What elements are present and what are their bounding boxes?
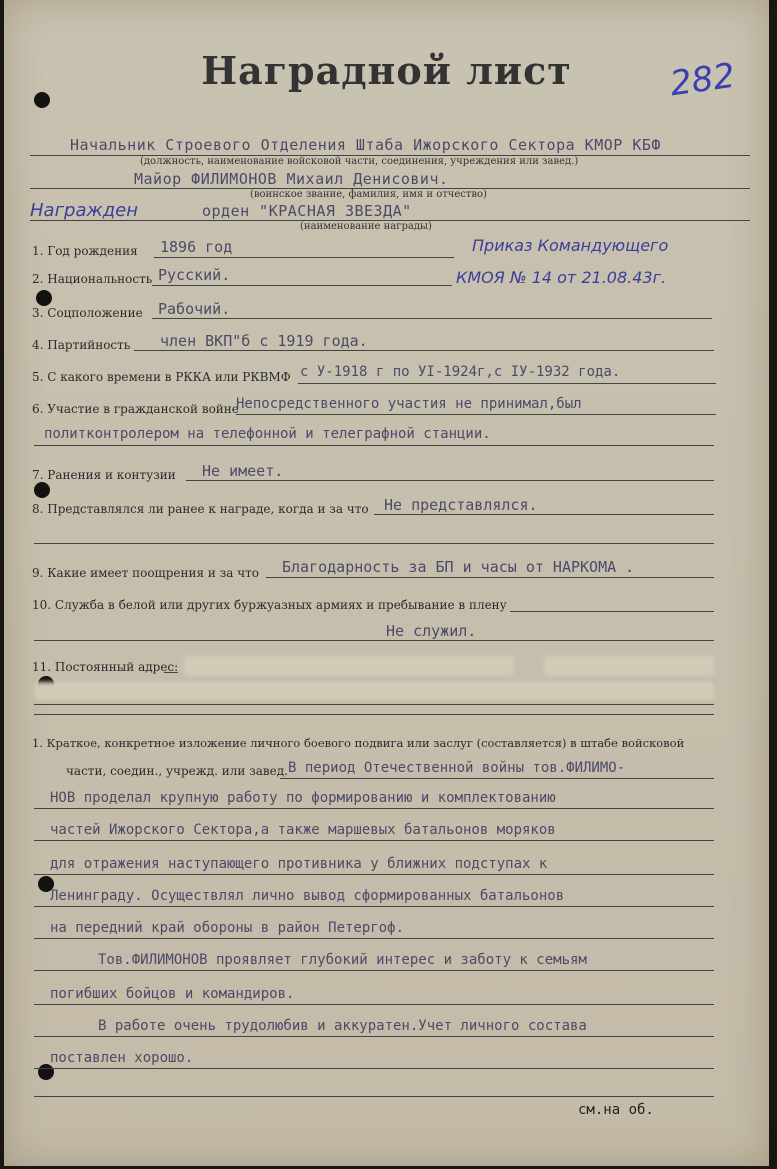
field-value-social-status: Рабочий. [158, 300, 231, 318]
award-caption: (наименование награды) [300, 221, 432, 232]
field-value-prior-awards: Не представлялся. [384, 496, 538, 514]
field-value-civil-war: Непосредственного участия не принимал,был [236, 396, 582, 412]
address-redacted [544, 656, 714, 676]
award-sheet [4, 0, 769, 1166]
binder-hole [38, 1064, 54, 1080]
field-label-address: 11. Постоянный адрес: [32, 660, 179, 674]
field-label-service-start: 5. С какого времени в РККА или РКВМФ [32, 370, 291, 384]
feat-text-line: на передний край обороны в район Петергоф. [50, 920, 405, 936]
see-reverse-note: см.на об. [578, 1102, 654, 1118]
field-value-party: член ВКП"б с 1919 года. [160, 332, 368, 350]
field-value-service-start: с У-1918 г по УI-1924г,с IУ-1932 года. [300, 364, 621, 380]
award-prefix: Награжден [30, 200, 138, 221]
feat-text-line: Тов.ФИЛИМОНОВ проявляет глубокий интерес и заботу к семьям [98, 952, 587, 968]
field-label-commendations: 9. Какие имеет поощрения и за что [32, 566, 259, 580]
address-redacted [184, 656, 514, 676]
field-value-nationality: Русский. [158, 266, 231, 284]
field-label-white-army: 10. Служба в белой или других буржуазных армиях и пребывание в плену [32, 598, 507, 612]
award-value: орден "КРАСНАЯ ЗВЕЗДА" [202, 202, 412, 220]
feat-text-line: частей Ижорского Сектора,а также маршевых батальонов моряков [50, 822, 556, 838]
field-value-civil-war-2: политконтролером на телефонной и телеграфной станции. [44, 426, 491, 442]
address-redacted [34, 682, 714, 700]
field-value-white-army: Не служил. [386, 622, 477, 640]
binder-hole [34, 482, 50, 498]
field-label-party: 4. Партийность [32, 338, 131, 352]
field-label-birth-year: 1. Год рождения [32, 244, 138, 258]
feat-text-line: НОВ проделал крупную работу по формированию и комплектованию [50, 790, 556, 806]
field-label-nationality: 2. Национальность [32, 272, 153, 286]
position-value: Начальник Строевого Отделения Штаба Ижорского Сектора КМОР КБФ [70, 136, 661, 154]
field-value-commendations: Благодарность за БП и часы от НАРКОМА . [282, 558, 635, 576]
rank-caption: (воинское звание, фамилия, имя и отчество) [250, 189, 487, 200]
field-label-wounds: 7. Ранения и контузии [32, 468, 176, 482]
feat-label-line2: части, соедин., учрежд. или завед. [66, 764, 288, 778]
binder-hole [34, 92, 50, 108]
document-title: Наградной лист [201, 48, 572, 93]
order-note-line2: КМОЯ № 14 от 21.08.43г. [456, 268, 667, 287]
field-value-wounds: Не имеет. [202, 462, 284, 480]
field-label-prior-awards: 8. Представлялся ли ранее к награде, когда и за что [32, 502, 369, 516]
feat-text-line: для отражения наступающего противника у ближних подступах к [50, 856, 548, 872]
rank-name-value: Майор ФИЛИМОНОВ Михаил Денисович. [134, 170, 449, 188]
feat-text-line: погибших бойцов и командиров. [50, 986, 295, 1002]
binder-hole [36, 290, 52, 306]
field-label-civil-war: 6. Участие в гражданской войне [32, 402, 239, 416]
feat-text-line: Ленинграду. Осуществлял лично вывод сформированных батальонов [50, 888, 565, 904]
feat-text-line: поставлен хорошо. [50, 1050, 194, 1066]
page-number: 282 [667, 55, 738, 105]
feat-label-line1: 1. Краткое, конкретное изложение личного боевого подвига или заслуг (составляется) в штабе войсковой [32, 736, 685, 750]
feat-text-line: В работе очень трудолюбив и аккуратен.Учет личного состава [98, 1018, 587, 1034]
feat-text-line: В период Отечественной войны тов.ФИЛИМО- [288, 760, 626, 776]
field-label-social-status: 3. Соцположение [32, 306, 143, 320]
field-value-birth-year: 1896 год [160, 238, 233, 256]
position-caption: (должность, наименование войсковой части, соединения, учреждения или завед.) [140, 156, 579, 167]
order-note-line1: Приказ Командующего [472, 236, 669, 255]
